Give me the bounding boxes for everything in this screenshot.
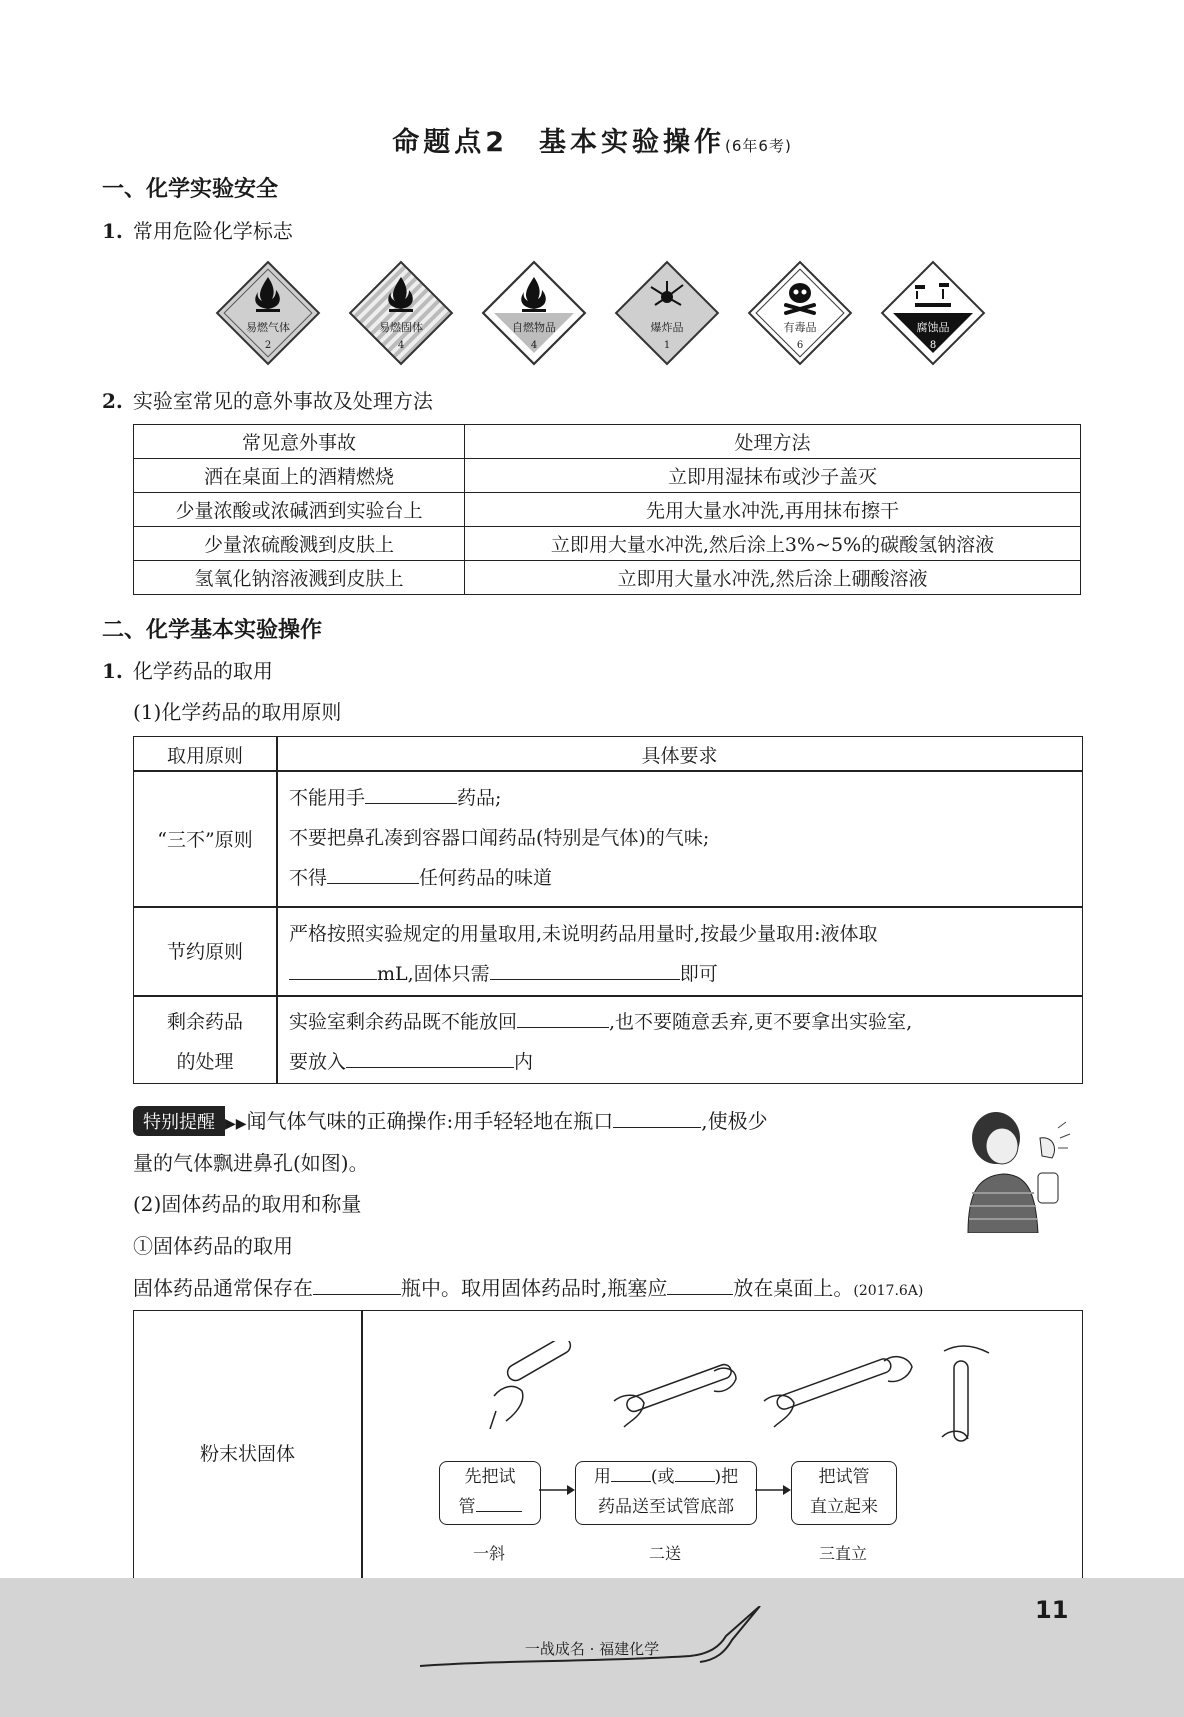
flame-icon [345, 257, 457, 369]
table-header: 具体要求 [641, 745, 718, 767]
section1-item2: 2. 实验室常见的意外事故及处理方法 [102, 389, 433, 413]
principle-text: 严格按照实验规定的用量取用,未说明药品用量时,按最少量取用:液体取 [289, 923, 878, 945]
note-tag: 特别提醒 [133, 1106, 225, 1136]
section1-heading: 一、化学实验安全 [102, 177, 279, 202]
powder-label: 粉末状固体 [199, 1443, 295, 1465]
hazard-sign-toxic: 有毒品 6 [744, 257, 856, 369]
section1-item1: 1. 常用危险化学标志 [102, 219, 293, 243]
blank[interactable] [346, 1049, 514, 1068]
hazard-sign-flammable-solid: 易燃固体 4 [345, 257, 457, 369]
blank[interactable] [611, 1467, 651, 1482]
page-title [0, 120, 1184, 159]
page-number: 11 [1035, 1596, 1069, 1624]
flame-icon [478, 257, 590, 369]
powder-table [133, 1310, 1083, 1594]
principle-table [133, 736, 1083, 1084]
blank[interactable] [476, 1497, 522, 1512]
arrow-icon [539, 1483, 575, 1497]
blank[interactable] [289, 961, 377, 980]
principle-name: “三不”原则 [157, 829, 253, 851]
footer-text: 一战成名 · 福建化学 [524, 1640, 660, 1658]
principle-name: 节约原则 [166, 941, 243, 963]
skull-icon [744, 257, 856, 369]
blank[interactable] [313, 1276, 401, 1295]
principle-text: 要放入 内 [289, 1051, 534, 1073]
blank[interactable] [490, 961, 680, 980]
subheading-solid-take: ①固体药品的取用 [133, 1234, 293, 1258]
section2-item1: 1. 化学药品的取用 [102, 659, 273, 683]
table-row: 洒在桌面上的酒精燃烧 立即用湿抹布或沙子盖灭 [134, 459, 1081, 493]
blank[interactable] [517, 1009, 609, 1028]
hazard-sign-corrosive: 腐蚀品 8 [877, 257, 989, 369]
powder-steps-illustration [474, 1341, 1034, 1451]
flow-step-1: 先把试 管 [439, 1461, 541, 1525]
solid-text: 固体药品通常保存在 瓶中。取用固体药品时,瓶塞应 放在桌面上。(2017.6A) [133, 1276, 924, 1300]
principle-text: mL,固体只需 即可 [289, 959, 718, 986]
accident-table [133, 424, 1081, 595]
arrow-icon: ▶▶ [225, 1116, 247, 1132]
blank[interactable] [675, 1467, 715, 1482]
subheading-principles: (1)化学药品的取用原则 [133, 700, 342, 724]
principle-text: 不能用手 药品; [289, 787, 502, 809]
principle-text: 实验室剩余药品既不能放回 ,也不要随意丢弃,更不要拿出实验室, [289, 1011, 913, 1033]
flow-caption: 三直立 [818, 1544, 867, 1563]
table-row: 氢氧化钠溶液溅到皮肤上 立即用大量水冲洗,然后涂上硼酸溶液 [134, 561, 1081, 595]
explosion-icon [611, 257, 723, 369]
table-header: 处理方法 [465, 425, 1081, 459]
principle-text: 不要把鼻孔凑到容器口闻药品(特别是气体)的气味; [289, 827, 710, 849]
principle-text: 不得 任何药品的味道 [289, 867, 553, 889]
hazard-sign-explosive: 爆炸品 1 [611, 257, 723, 369]
subheading-solid: (2)固体药品的取用和称量 [133, 1192, 362, 1216]
flow-caption: 一斜 [472, 1544, 505, 1563]
principle-name: 剩余药品 [166, 1011, 243, 1033]
blank[interactable] [667, 1276, 733, 1295]
flow-step-3: 把试管 直立起来 [791, 1461, 897, 1525]
table-header: 取用原则 [166, 745, 243, 767]
table-header: 常见意外事故 [134, 425, 465, 459]
hazard-sign-spontaneous: 自燃物品 4 [478, 257, 590, 369]
special-note-line2: 量的气体飘进鼻孔(如图)。 [133, 1151, 369, 1175]
section2-heading: 二、化学基本实验操作 [102, 618, 323, 643]
hazard-sign-flammable-gas: 易燃气体 2 [212, 257, 324, 369]
corrosion-icon [877, 257, 989, 369]
smelling-figure-illustration [958, 1098, 1078, 1233]
hazard-signs [212, 257, 992, 369]
blank[interactable] [365, 785, 457, 804]
title-main: 命题点2 基本实验操作 [392, 127, 725, 158]
flow-caption: 二送 [648, 1544, 681, 1563]
special-note: 特别提醒 ▶▶闻气体气味的正确操作:用手轻轻地在瓶口 ,使极少 [133, 1105, 768, 1136]
flame-icon [212, 257, 324, 369]
table-row: 少量浓酸或浓碱洒到实验台上 先用大量水冲洗,再用抹布擦干 [134, 493, 1081, 527]
table-row: 少量浓硫酸溅到皮肤上 立即用大量水冲洗,然后涂上3%~5%的碳酸氢钠溶液 [134, 527, 1081, 561]
footer [0, 1578, 1184, 1717]
blank[interactable] [613, 1109, 701, 1128]
principle-name: 的处理 [176, 1051, 234, 1073]
flow-step-2: 用 (或 )把 药品送至试管底部 [575, 1461, 757, 1525]
arrow-icon [755, 1483, 791, 1497]
title-sub: (6年6考) [725, 137, 792, 155]
blank[interactable] [327, 865, 419, 884]
